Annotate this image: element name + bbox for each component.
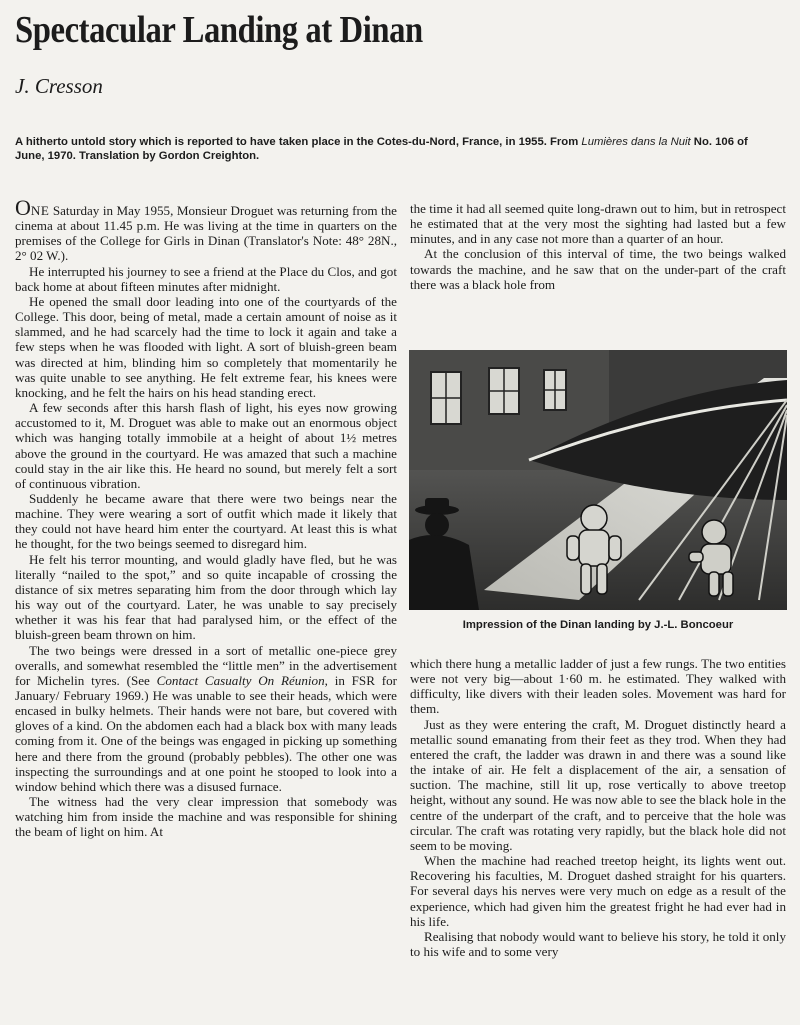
paragraph-text: The two beings were dressed in a sort of metallic one-piece grey overalls, and somewhat resembled the “little men” in the advertisement for Michelin tyres. (See [15,642,397,688]
reference-title: Contact Casualty On Réunion [156,672,325,688]
paragraph: He felt his terror mounting, and would gladly have fled, but he was literally “nailed to the spot,” and so quite incapable of crossing the distance of six metres separating him from the door through which lay his way out of the courtyard. Later, he was unable to say precisely whether it was his fear that had paralysed him, or the effect of the bluish-green beam thrown on him. [15,551,397,643]
paragraph: The witness had the very clear impression that somebody was watching him from inside the machine and was responsible for shining the beam of light on him. At [15,794,397,840]
article-title: Spectacular Landing at Dinan [15,9,423,51]
article-intro [15,136,775,163]
illustration [409,350,787,610]
paragraph: Realising that nobody would want to believe his story, he told it only to his wife and to some very [410,928,786,959]
paragraph: He interrupted his journey to see a friend at the Place du Clos, and got back home at about fifteen minutes after midnight. [15,263,397,294]
intro-source: Lumières dans la Nuit [581,136,691,148]
article-author: J. Cresson [15,74,103,98]
paragraph: Just as they were entering the craft, M. Droguet distinctly heard a metallic sound emanating from their feet as they trod. When they had entered the craft, the ladder was drawn in and there was a sound like the intake of air. He felt a displacement of the air, a sensation of suction. The machine, still lit up, rose vertically to above treetop height, without any sound. He was now able to see the black hole in the centre of the underpart of the craft, and to perceive that the hole was circular. The craft was rotating very rapidly, but the black hole did not seem to be moving. [410,716,786,853]
paragraph [15,195,397,264]
paragraph: which there hung a metallic ladder of just a few rungs. The two entities were not very big—about 1·60 m. he estimated. They walked with difficulty, like divers with their leaden soles. Movement was hard for them. [410,656,786,717]
intro-text-post: No. 106 of June, 1970. Translation by Gordon Creighton. [15,136,748,162]
paragraph: the time it had all seemed quite long-drawn out to him, but in retrospect he estimated that at the very most the sighting had lasted but a few minutes, and in any case not more than a quarter of an hour. [410,201,786,247]
paragraph: When the machine had reached treetop height, its lights went out. Recovering his faculties, M. Droguet dashed straight for his quarters. For several days his nerves were very much on edge as a result of the experience, which had given him the greatest fright he had ever had in his life. [410,853,786,929]
small-caps-lead: NE [30,203,50,218]
paragraph: He opened the small door leading into one of the courtyards of the College. This door, being of metal, made a certain amount of noise as it slammed, and he had scarcely had the time to lock it again and take a few steps when he was flooded with light. A sort of bluish-green beam was directed at him, blinding him so completely that momentarily he was quite unable to see anything. He felt extreme fear, his knees were knocking, and he felt the hairs on his head standing erect. [15,293,397,400]
right-column-top [410,201,786,292]
drop-cap: O [15,195,31,220]
right-column-bottom [410,656,786,959]
paragraph: Suddenly he became aware that there were two beings near the machine. They were wearing a sort of outfit which made it likely that they could not have heard him enter the courtyard. At least this is what he thought, for the two beings seemed to disregard him. [15,490,397,552]
paragraph-text: Saturday in May 1955, Monsieur Droguet was returning from the cinema at about 11.45 p.m. He was living at the time in quarters on the premises of the College for Girls in Dinan (Translator's Note: 48° 28N., 2° 02 W.). [15,203,397,264]
figure-caption: Impression of the Dinan landing by J.-L. Boncoeur [462,619,734,631]
intro-text-pre: A hitherto untold story which is reported to have taken place in the Cotes-du-Nord, France, in 1955. From [15,136,582,148]
paragraph-text: , in FSR for January/ February 1969.) He was unable to see their heads, which were encased in bulky helmets. Their hands were not bare, but covered with gloves of a kind. On the abdomen each had a black box with many leads coming from it. One of the beings was engaged in picking up something here and there from the ground (probably pebbles). The other one was inspecting the surroundings and at one point he stooped to look into a window behind which there was a disused furnace. [15,672,397,794]
landing-illustration [409,350,787,610]
paragraph: A few seconds after this harsh flash of light, his eyes now growing accustomed to it, M. Droguet was able to make out an enormous object which was hanging totally immobile at a height of about 1½ metres above the ground in the courtyard. He was amazed that such a machine could stay in the air like this. He heard no sound, but merely felt a sort of continuous vibration. [15,400,397,491]
left-column [15,195,397,1021]
paragraph [15,643,397,795]
paragraph: At the conclusion of this interval of time, the two beings walked towards the machine, and he saw that on the under-part of the craft there was a black hole from [410,246,786,292]
